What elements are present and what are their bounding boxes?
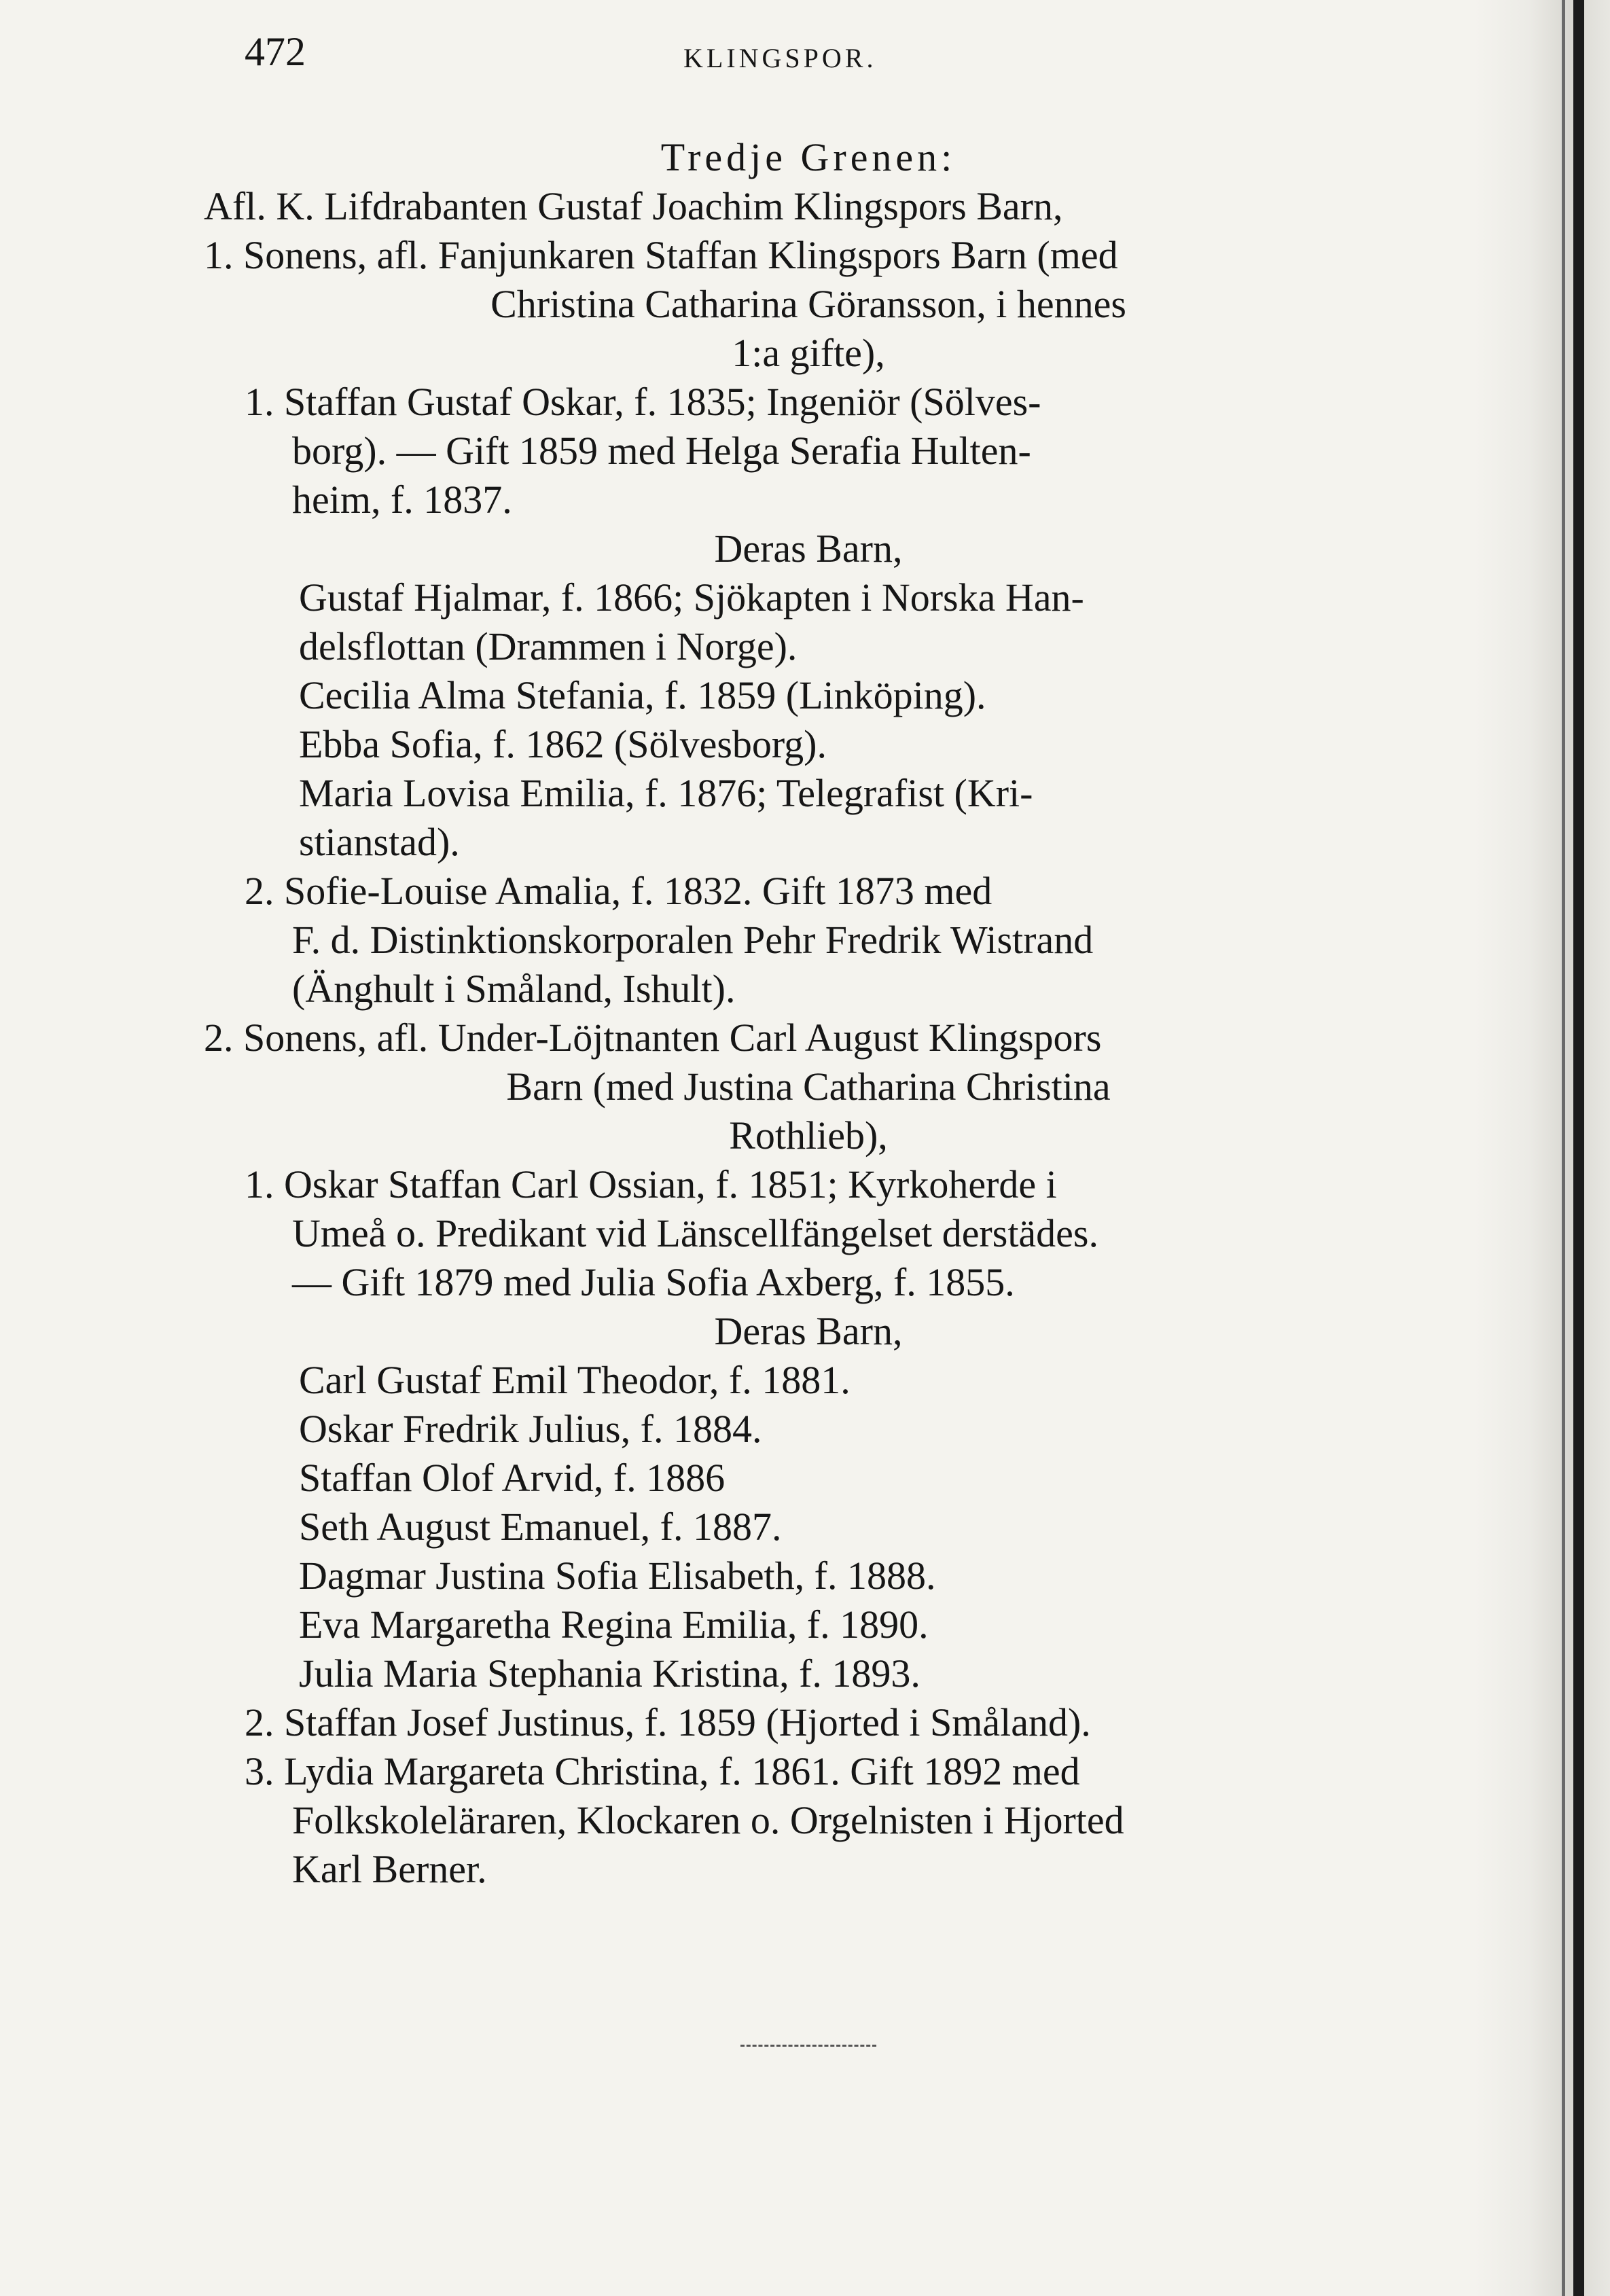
son2-grandchild2: Oskar Fredrik Julius, f. 1884. bbox=[299, 1407, 762, 1451]
son2-child1-line3: — Gift 1879 med Julia Sofia Axberg, f. 1855. bbox=[292, 1260, 1015, 1304]
son1-child1-line1: 1. Staffan Gustaf Oskar, f. 1835; Ingeniör (Sölves- bbox=[245, 380, 1041, 424]
son1-child1-line3: heim, f. 1837. bbox=[292, 478, 512, 522]
end-divider bbox=[740, 2045, 876, 2049]
binding-edge bbox=[1573, 0, 1584, 2296]
son1-grandchild1-line2: delsflottan (Drammen i Norge). bbox=[299, 624, 798, 668]
son1-intro-end: 1:a gifte), bbox=[732, 331, 885, 375]
son1-grandchild3: Ebba Sofia, f. 1862 (Sölvesborg). bbox=[299, 722, 827, 766]
son2-grandchild7: Julia Maria Stephania Kristina, f. 1893. bbox=[299, 1651, 920, 1696]
son2-children-heading: Deras Barn, bbox=[714, 1309, 903, 1353]
son1-grandchild1-line1: Gustaf Hjalmar, f. 1866; Sjökapten i Norska Han- bbox=[299, 575, 1084, 620]
son2-child3-line3: Karl Berner. bbox=[292, 1847, 487, 1891]
son1-child2-line3: (Änghult i Småland, Ishult). bbox=[292, 967, 736, 1011]
son2-grandchild4: Seth August Emanuel, f. 1887. bbox=[299, 1505, 782, 1549]
son1-grandchild2: Cecilia Alma Stefania, f. 1859 (Linköping). bbox=[299, 673, 986, 717]
son2-grandchild3: Staffan Olof Arvid, f. 1886 bbox=[299, 1456, 726, 1500]
son2-child1-line1: 1. Oskar Staffan Carl Ossian, f. 1851; Kyrkoherde i bbox=[245, 1162, 1057, 1206]
son1-children-heading: Deras Barn, bbox=[714, 526, 903, 571]
son2-intro: 2. Sonens, afl. Under-Löjtnanten Carl August Klingspors bbox=[204, 1016, 1102, 1060]
son2-grandchild1: Carl Gustaf Emil Theodor, f. 1881. bbox=[299, 1358, 851, 1402]
binding-edge-thin bbox=[1562, 0, 1565, 2296]
page-header bbox=[245, 29, 1440, 90]
page-number: 472 bbox=[245, 29, 306, 74]
son1-intro-cont: Christina Catharina Göransson, i hennes bbox=[490, 282, 1126, 326]
son1-intro: 1. Sonens, afl. Fanjunkaren Staffan Klingspors Barn (med bbox=[204, 233, 1118, 277]
son1-child2-line2: F. d. Distinktionskorporalen Pehr Fredrik Wistrand bbox=[292, 918, 1094, 962]
son2-grandchild6: Eva Margaretha Regina Emilia, f. 1890. bbox=[299, 1602, 929, 1647]
son1-child2-line1: 2. Sofie-Louise Amalia, f. 1832. Gift 1873 med bbox=[245, 869, 992, 913]
son2-child3-line2: Folkskoleläraren, Klockaren o. Orgelnisten i Hjorted bbox=[292, 1798, 1124, 1842]
son2-grandchild5: Dagmar Justina Sofia Elisabeth, f. 1888. bbox=[299, 1554, 936, 1598]
son2-child3-line1: 3. Lydia Margareta Christina, f. 1861. Gift 1892 med bbox=[245, 1749, 1080, 1793]
son1-grandchild4-line1: Maria Lovisa Emilia, f. 1876; Telegrafist (Kri- bbox=[299, 771, 1033, 815]
page-edge-shadow bbox=[1474, 0, 1610, 2296]
son2-intro-end: Rothlieb), bbox=[729, 1113, 888, 1158]
son1-grandchild4-line2: stianstad). bbox=[299, 820, 460, 864]
son2-child2: 2. Staffan Josef Justinus, f. 1859 (Hjorted i Småland). bbox=[245, 1700, 1091, 1744]
branch-heading: Tredje Grenen: bbox=[660, 135, 956, 179]
son2-intro-cont: Barn (med Justina Catharina Christina bbox=[506, 1064, 1111, 1109]
branch-line: Afl. K. Lifdrabanten Gustaf Joachim Klingspors Barn, bbox=[204, 184, 1063, 228]
page-body bbox=[204, 133, 1413, 1894]
son2-child1-line2: Umeå o. Predikant vid Länscellfängelset derstädes. bbox=[292, 1211, 1098, 1255]
son1-child1-line2: borg). — Gift 1859 med Helga Serafia Hulten- bbox=[292, 429, 1031, 473]
running-head: KLINGSPOR. bbox=[683, 43, 877, 73]
